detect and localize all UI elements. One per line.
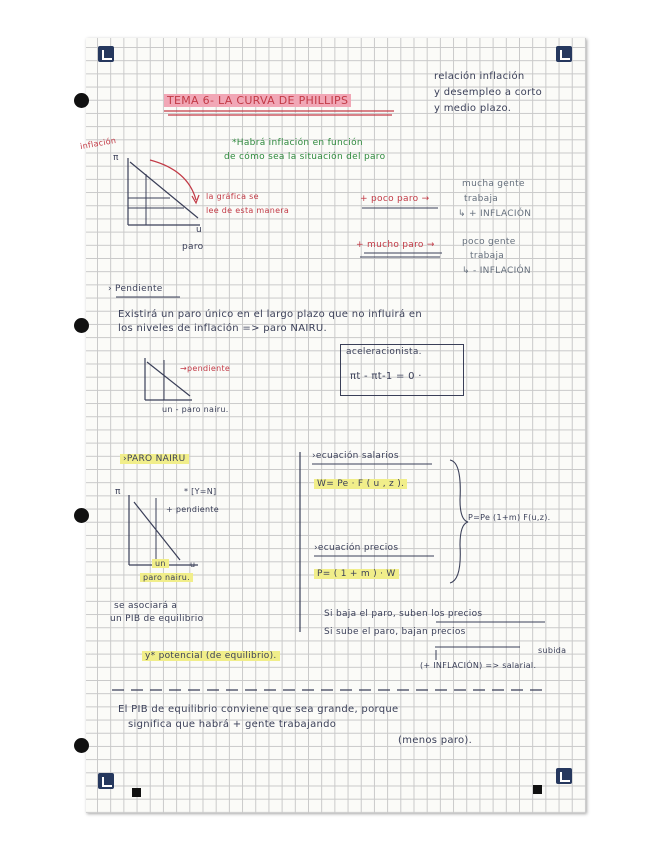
graph3-u: u <box>190 560 196 569</box>
inflacion-salarial-note: (+ INFLACIÓN) => salarial. <box>420 661 537 670</box>
formula-brace <box>450 460 468 583</box>
page-title: TEMA 6- LA CURVA DE PHILLIPS <box>164 95 351 106</box>
subida-note: subida <box>538 646 567 655</box>
ecuacion-precios-label: ›ecuación precios <box>314 543 399 553</box>
graph1-pi: π <box>113 153 119 163</box>
existira-line: los niveles de inflación => paro NAIRU. <box>118 323 327 334</box>
graph1-u: u <box>196 225 203 235</box>
top-note-line: relación inflación <box>434 71 525 82</box>
habra-note: *Habrá inflación en función <box>232 138 363 148</box>
paro-nairu-heading: ›PARO NAIRU <box>120 455 189 464</box>
ecuacion-salarios-formula: W= Pe · F ( u , z ). <box>314 480 407 489</box>
mucho-paro-label: + mucho paro → <box>356 240 435 250</box>
aceleracionista-title: aceleracionista. <box>346 347 422 357</box>
poco-paro-label: + poco paro → <box>360 194 430 204</box>
si-baja-note: Si baja el paro, suben los precios <box>324 609 483 619</box>
bottom-note-line: significa que habrá + gente trabajando <box>128 719 337 730</box>
aceleracionista-formula: πt - πt-1 = 0 · <box>350 371 422 382</box>
mucho-paro-result: ↳ - INFLACIÓN <box>462 266 531 276</box>
poco-paro-result: trabaja <box>464 194 499 204</box>
existira-line: Existirá un paro único en el largo plazo que no influirá en <box>118 309 422 320</box>
graph3-pi: π <box>115 487 121 497</box>
habra-note: de cómo sea la situación del paro <box>224 152 386 162</box>
top-note-line: y medio plazo. <box>434 103 512 114</box>
top-note-line: y desempleo a corto <box>434 87 543 98</box>
graph3-un: un <box>152 560 169 568</box>
pendiente-heading: › Pendiente <box>108 284 163 294</box>
graph3-yrn: * [Y=N] <box>184 487 217 496</box>
graph3-paro-nairu: paro nairu. <box>140 574 193 582</box>
equilibrio-note: un PIB de equilibrio <box>110 614 204 624</box>
graph1-arrow <box>150 160 196 200</box>
poco-paro-result: mucha gente <box>462 179 525 189</box>
graph2-x-label: un - paro nairu. <box>162 405 229 414</box>
ecuacion-precios-formula: P= ( 1 + m ) · W <box>314 570 399 579</box>
graph1-curve <box>130 162 198 218</box>
equilibrio-note: se asociará a <box>114 601 178 611</box>
graph2-slope-label: →pendiente <box>180 364 231 373</box>
graph3-slope: + pendiente <box>166 505 219 514</box>
combined-formula: P=Pe (1+m) F(u,z). <box>468 513 551 522</box>
mucho-paro-result: poco gente <box>462 237 516 247</box>
mucho-paro-result: trabaja <box>470 251 505 261</box>
si-sube-note: Si sube el paro, bajan precios <box>324 627 466 637</box>
graph1-y-label: inflación <box>79 135 117 152</box>
bottom-note-line: (menos paro). <box>398 735 473 746</box>
graph1-x-label: paro <box>182 242 204 252</box>
bottom-note-line: El PIB de equilibrio conviene que sea grande, porque <box>118 704 399 715</box>
equilibrio-note: y* potencial (de equilibrio). <box>142 652 280 661</box>
graph1-annotation: lee de esta manera <box>206 206 290 215</box>
poco-paro-result: ↳ + INFLACIÓN <box>458 209 532 219</box>
ecuacion-salarios-label: ›ecuación salarios <box>312 451 399 461</box>
graph1-annotation: la gráfica se <box>206 192 259 201</box>
